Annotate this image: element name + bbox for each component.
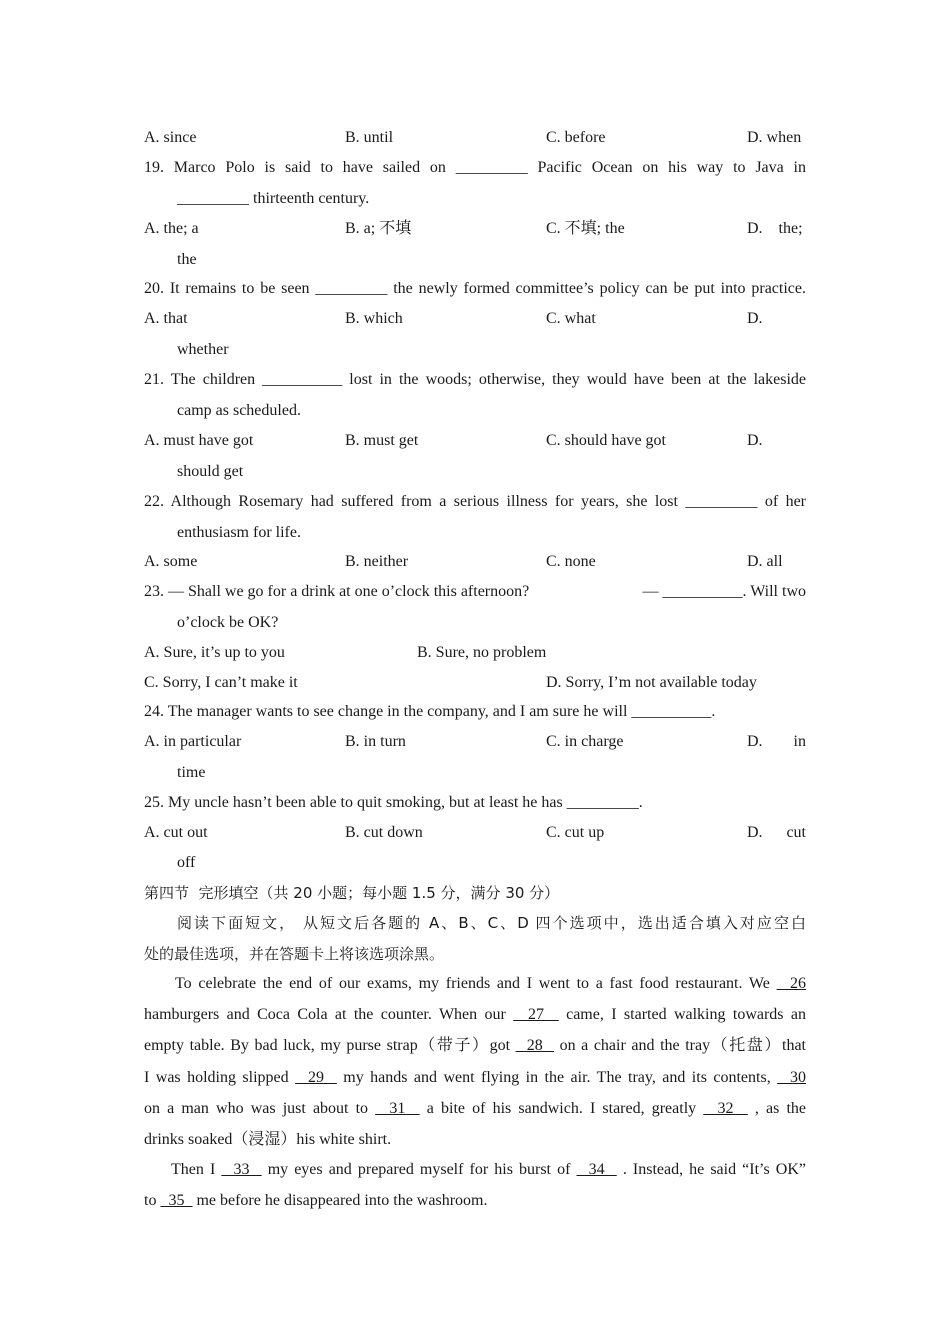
blank-28: 28 bbox=[515, 1037, 554, 1054]
passage-line-6: drinks soaked（浸湿）his white shirt. bbox=[144, 1131, 392, 1148]
q20-option-c: C. what bbox=[546, 310, 596, 327]
passage-text: To celebrate the end of our exams, my friends and I went to a fast food restaurant. We bbox=[175, 975, 777, 992]
q22-stem-line2: enthusiasm for life. bbox=[177, 524, 301, 541]
passage-text: my hands and went flying in the air. The tray, and its contents, bbox=[336, 1069, 778, 1086]
q20-option-d: D. bbox=[747, 310, 763, 327]
section-instruction-line2: 处的最佳选项，并在答题卡上将该选项涂黑。 bbox=[144, 945, 445, 963]
q25-option-b: B. cut down bbox=[345, 824, 423, 841]
q20-option-d-wrap: whether bbox=[177, 341, 229, 358]
blank-35: 35 bbox=[160, 1192, 193, 1209]
blank-32: 32 bbox=[703, 1100, 748, 1117]
blank-34: 34 bbox=[576, 1161, 617, 1178]
passage-text: I was holding slipped bbox=[144, 1069, 296, 1086]
q25-option-d-wrap: off bbox=[177, 854, 196, 871]
passage-text: to bbox=[144, 1192, 161, 1209]
q22-option-a: A. some bbox=[144, 553, 198, 570]
passage-text: my eyes and prepared myself for his burst of bbox=[261, 1161, 577, 1178]
q24-option-d-word: in bbox=[793, 733, 806, 750]
q19-option-c: C. 不填; the bbox=[546, 220, 625, 237]
q21-option-b: B. must get bbox=[345, 432, 419, 449]
passage-line-3 bbox=[144, 1036, 806, 1056]
passage-text: . Instead, he said “It’s OK” bbox=[616, 1161, 807, 1178]
q19-option-d-wrap: the bbox=[177, 251, 197, 268]
q21-stem-line1: 21. The children __________ lost in the woods; otherwise, they would have been at the lakeside bbox=[144, 371, 806, 388]
q18-option-d: D. when bbox=[747, 129, 802, 146]
q22-option-b: B. neither bbox=[345, 553, 409, 570]
q22-option-d: D. all bbox=[747, 553, 783, 570]
passage-line-5 bbox=[144, 1099, 806, 1119]
q24-stem: 24. The manager wants to see change in the company, and I am sure he will __________. bbox=[144, 703, 716, 720]
q24-option-b: B. in turn bbox=[345, 733, 406, 750]
q23-option-d: D. Sorry, I’m not available today bbox=[546, 674, 757, 691]
blank-29: 29 bbox=[295, 1069, 337, 1086]
blank-27: 27 bbox=[513, 1006, 559, 1023]
passage-line-4 bbox=[144, 1068, 806, 1088]
passage-text: on a man who was just about to bbox=[144, 1100, 376, 1117]
blank-31: 31 bbox=[375, 1100, 420, 1117]
q22-stem-line1: 22. Although Rosemary had suffered from a serious illness for years, she lost _________ of her bbox=[144, 493, 806, 510]
passage-text: empty table. By bad luck, my purse strap（带子）got bbox=[144, 1037, 516, 1054]
passage-text: came, I started walking towards an bbox=[558, 1006, 807, 1023]
q23-stem-reply: — __________. Will two bbox=[642, 583, 806, 600]
passage-line-1 bbox=[175, 974, 806, 994]
q19-option-b: B. a; 不填 bbox=[345, 220, 412, 237]
blank-30: 30 bbox=[777, 1069, 807, 1086]
blank-26: 26 bbox=[776, 975, 807, 992]
blank-33: 33 bbox=[221, 1161, 262, 1178]
q24-option-d: D. bbox=[747, 733, 763, 750]
section-instruction-line1: 阅读下面短文， 从短文后各题的 A、B、C、D 四个选项中，选出适合填入对应空白 bbox=[177, 914, 806, 932]
q24-option-a: A. in particular bbox=[144, 733, 242, 750]
q21-stem-line2: camp as scheduled. bbox=[177, 402, 301, 419]
q23-stem-question: 23. — Shall we go for a drink at one o’clock this afternoon? bbox=[144, 583, 530, 600]
q25-stem: 25. My uncle hasn’t been able to quit smoking, but at least he has _________. bbox=[144, 794, 643, 811]
passage-line-7 bbox=[171, 1160, 806, 1180]
q18-option-c: C. before bbox=[546, 129, 606, 146]
passage-text: me before he disappeared into the washroom. bbox=[192, 1192, 488, 1209]
passage-line-8 bbox=[144, 1191, 487, 1211]
q23-stem-line2: o’clock be OK? bbox=[177, 614, 279, 631]
q22-option-c: C. none bbox=[546, 553, 596, 570]
q23-option-c: C. Sorry, I can’t make it bbox=[144, 674, 298, 691]
q19-stem-line2: _________ thirteenth century. bbox=[177, 190, 370, 207]
q18-option-b: B. until bbox=[345, 129, 394, 146]
q19-stem-line1: 19. Marco Polo is said to have sailed on _________ Pacific Ocean on his way to Java in bbox=[144, 159, 806, 176]
q25-option-c: C. cut up bbox=[546, 824, 605, 841]
passage-text: , as the bbox=[747, 1100, 807, 1117]
q25-option-d-word: cut bbox=[786, 824, 806, 841]
q24-option-d-wrap: time bbox=[177, 764, 206, 781]
section-title: 第四节 完形填空（共 20 小题；每小题 1.5 分，满分 30 分） bbox=[144, 884, 560, 902]
passage-text: hamburgers and Coca Cola at the counter. When our bbox=[144, 1006, 514, 1023]
q24-option-c: C. in charge bbox=[546, 733, 624, 750]
q18-option-a: A. since bbox=[144, 129, 197, 146]
passage-text: Then I bbox=[171, 1161, 222, 1178]
q20-option-b: B. which bbox=[345, 310, 403, 327]
q20-stem: 20. It remains to be seen _________ the newly formed committee’s policy can be put into practice. bbox=[144, 280, 806, 297]
q19-option-d: D. the; bbox=[747, 220, 803, 237]
q25-option-d: D. bbox=[747, 824, 763, 841]
q25-option-a: A. cut out bbox=[144, 824, 208, 841]
q23-option-b: B. Sure, no problem bbox=[417, 644, 547, 661]
q19-option-a: A. the; a bbox=[144, 220, 199, 237]
q21-option-d-wrap: should get bbox=[177, 463, 244, 480]
q21-option-a: A. must have got bbox=[144, 432, 254, 449]
passage-text: a bite of his sandwich. I stared, greatly bbox=[419, 1100, 704, 1117]
q23-option-a: A. Sure, it’s up to you bbox=[144, 644, 285, 661]
q21-option-c: C. should have got bbox=[546, 432, 666, 449]
q20-option-a: A. that bbox=[144, 310, 188, 327]
passage-text: on a chair and the tray（托盘）that bbox=[553, 1037, 806, 1054]
passage-line-2 bbox=[144, 1005, 806, 1025]
q21-option-d: D. bbox=[747, 432, 763, 449]
